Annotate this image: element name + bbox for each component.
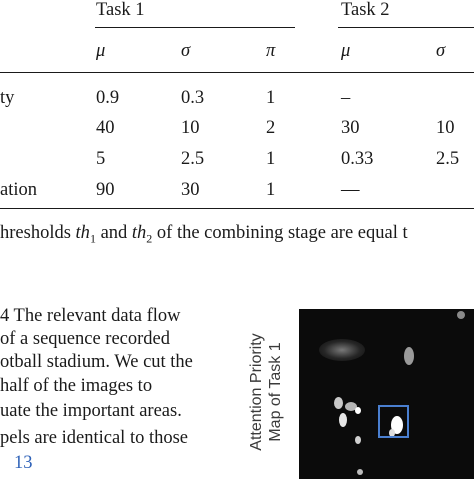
caption-line: uate the important areas.	[0, 401, 182, 421]
table-cell: 90	[96, 180, 115, 200]
attention-blob	[404, 347, 414, 365]
attention-blob	[334, 397, 343, 409]
param-header-sigma-2: σ	[436, 41, 446, 61]
attention-priority-map	[299, 309, 474, 479]
attention-blob	[319, 339, 365, 361]
table-cell: 0.9	[96, 88, 120, 108]
table-cell: 1	[266, 88, 276, 108]
caption-last-line	[0, 452, 33, 475]
table-cell: 1	[266, 149, 276, 169]
table-cell: 5	[96, 149, 106, 169]
caption-line: 4 The relevant data flow	[0, 306, 181, 326]
threshold-th1: th	[75, 223, 90, 243]
table-note-mid: and	[95, 223, 132, 243]
caption-line: pels are identical to those	[0, 428, 189, 448]
row-label: ation	[0, 180, 37, 200]
attention-map-label	[247, 312, 285, 472]
task2-rule	[338, 27, 474, 28]
table-cell: 2	[266, 118, 276, 138]
attention-blob	[457, 311, 465, 319]
attention-map-label-line2: Map of Task 1	[267, 342, 284, 442]
threshold-th2-subscript: 2	[146, 231, 153, 246]
table-cell: 1	[266, 180, 276, 200]
attention-map-label-line1: Attention Priority	[248, 333, 265, 451]
attention-blob	[355, 407, 361, 414]
table-note	[0, 223, 408, 249]
table-cell: 0.3	[181, 88, 205, 108]
caption-line: otball stadium. We cut the	[0, 352, 193, 372]
task2-header: Task 2	[341, 0, 390, 20]
table-cell: 10	[181, 118, 200, 138]
caption-line: of a sequence recorded	[0, 329, 170, 349]
caption-line: half of the images to	[0, 376, 153, 396]
table-cell: 30	[181, 180, 200, 200]
reference-link[interactable]: 13	[14, 453, 33, 473]
param-header-mu-1: μ	[96, 41, 106, 61]
table-cell: 30	[341, 118, 360, 138]
row-label: ty	[0, 88, 15, 108]
param-header-mu-2: μ	[341, 41, 351, 61]
table-cell: 40	[96, 118, 115, 138]
table-cell: –	[341, 88, 351, 108]
task1-rule	[95, 27, 295, 28]
table-cell: —	[341, 180, 360, 200]
task1-header: Task 1	[96, 0, 145, 20]
table-mid-rule	[0, 72, 474, 73]
threshold-th1-subscript: 1	[89, 231, 96, 246]
attention-blob	[355, 436, 361, 444]
table-cell: 2.5	[181, 149, 205, 169]
table-bottom-rule	[0, 208, 474, 209]
table-cell: 0.33	[341, 149, 374, 169]
threshold-th2: th	[131, 223, 147, 243]
attention-blob	[339, 413, 347, 427]
param-header-sigma-1: σ	[181, 41, 191, 61]
table-note-post: of the combining stage are equal t	[152, 223, 408, 243]
param-header-pi-1: π	[266, 41, 276, 61]
table-cell: 10	[436, 118, 455, 138]
attention-blob	[357, 469, 363, 475]
selection-box	[378, 405, 409, 438]
table-cell: 2.5	[436, 149, 460, 169]
table-note-pre: hresholds	[0, 223, 76, 243]
